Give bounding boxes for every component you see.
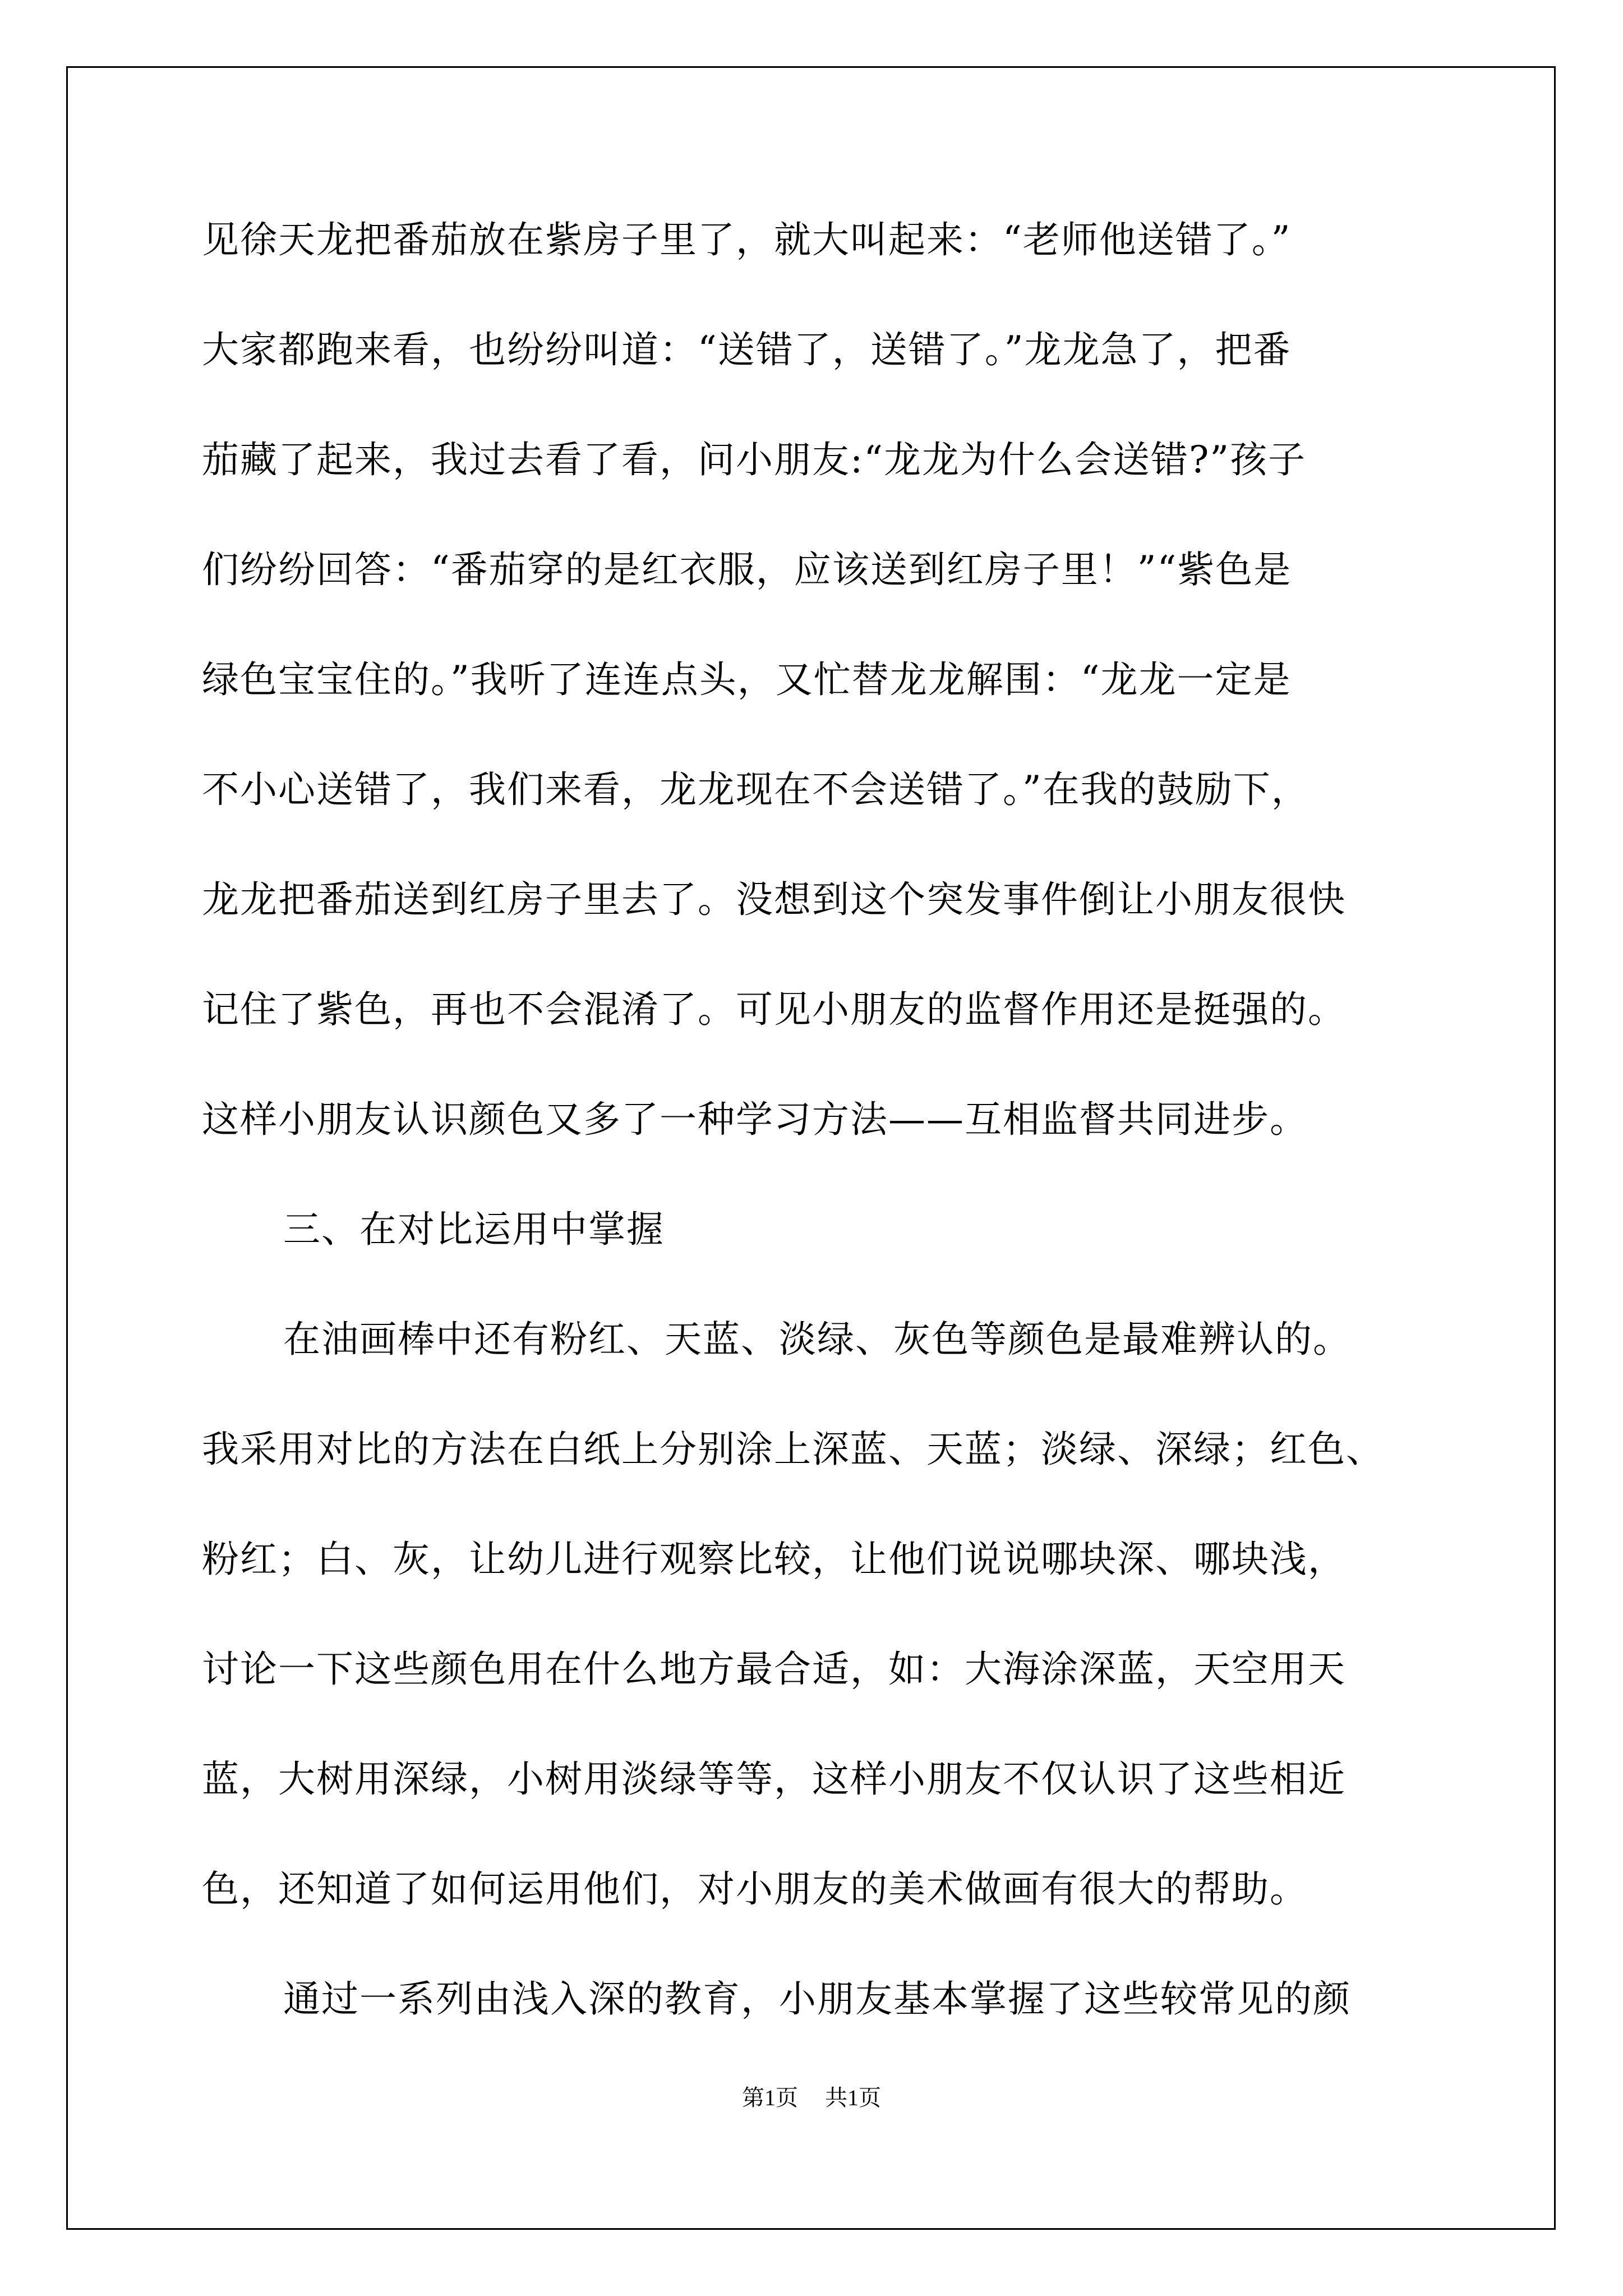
text-line: 们纷纷回答：“番茄穿的是红衣服，应该送到红房子里！”“紫色是 [202, 548, 1292, 591]
text-line: 绿色宝宝住的。”我听了连连点头，又忙替龙龙解围：“龙龙一定是 [202, 658, 1292, 701]
paragraph-start-line: 在油画棒中还有粉红、天蓝、淡绿、灰色等颜色是最难辨认的。 [283, 1318, 1351, 1361]
text-line: 这样小朋友认识颜色又多了一种学习方法——互相监督共同进步。 [202, 1098, 1308, 1141]
paragraph-start-line: 通过一系列由浅入深的教育，小朋友基本掌握了这些较常见的颜 [283, 1977, 1351, 2021]
text-line: 记住了紫色，再也不会混淆了。可见小朋友的监督作用还是挺强的。 [202, 988, 1346, 1031]
page-number: 第1页 [742, 2085, 798, 2110]
text-line: 龙龙把番茄送到红房子里去了。没想到这个突发事件倒让小朋友很快 [202, 878, 1346, 921]
section-heading: 三、在对比运用中掌握 [283, 1208, 665, 1251]
text-line: 大家都跑来看，也纷纷叫道：“送错了，送错了。”龙龙急了，把番 [202, 328, 1292, 371]
text-line: 讨论一下这些颜色用在什么地方最合适，如：大海涂深蓝，天空用天 [202, 1648, 1346, 1691]
text-line: 茄藏了起来，我过去看了看，问小朋友:“龙龙为什么会送错?”孩子 [202, 438, 1307, 481]
page-footer [0, 2080, 1623, 2112]
text-line: 粉红；白、灰，让幼儿进行观察比较，让他们说说哪块深、哪块浅， [202, 1538, 1346, 1581]
text-line: 不小心送错了，我们来看，龙龙现在不会送错了。”在我的鼓励下， [202, 768, 1310, 811]
text-line: 蓝，大树用深绿，小树用淡绿等等，这样小朋友不仅认识了这些相近 [202, 1757, 1346, 1801]
text-line: 见徐天龙把番茄放在紫房子里了，就大叫起来：“老师他送错了。” [202, 218, 1292, 261]
page-total: 共1页 [825, 2085, 881, 2110]
document-body [202, 185, 1453, 2054]
text-line: 色，还知道了如何运用他们，对小朋友的美术做画有很大的帮助。 [202, 1867, 1308, 1911]
text-line: 我采用对比的方法在白纸上分别涂上深蓝、天蓝；淡绿、深绿；红色、 [202, 1428, 1384, 1471]
